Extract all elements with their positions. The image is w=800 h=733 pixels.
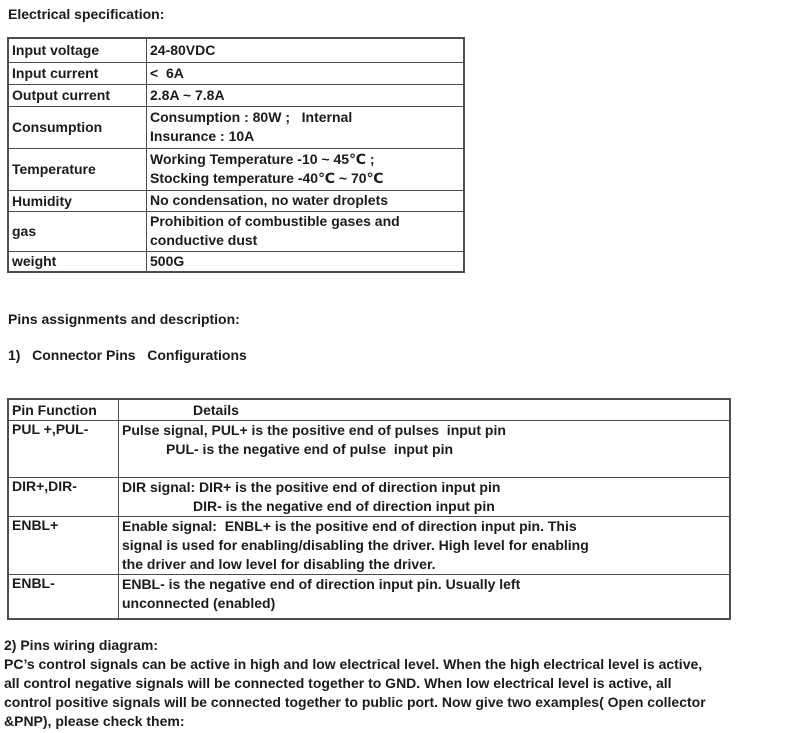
spec-value-line: 2.8A ~ 7.8A bbox=[150, 86, 225, 103]
pin-details-line: unconnected (enabled) bbox=[122, 594, 276, 611]
table-row bbox=[8, 420, 730, 477]
pin-details-line: Pulse signal, PUL+ is the positive end of pulses input pin bbox=[122, 421, 506, 438]
pin-details-cell bbox=[119, 420, 731, 477]
table-header-row bbox=[8, 399, 730, 420]
table-row bbox=[8, 574, 730, 619]
spec-value-line: 24-80VDC bbox=[150, 41, 216, 58]
pin-details-line: signal is used for enabling/disabling the driver. High level for enabling bbox=[122, 536, 589, 553]
wiring-paragraph-line: &PNP), please check them: bbox=[4, 713, 185, 729]
spec-label: weight bbox=[8, 251, 147, 272]
heading-connector-pins-configurations: 1) Connector Pins Configurations bbox=[8, 347, 247, 363]
spec-value-line: 500G bbox=[150, 252, 185, 269]
spec-value bbox=[147, 84, 465, 106]
heading-electrical-specification: Electrical specification: bbox=[8, 6, 165, 22]
heading-pins-wiring-diagram: 2) Pins wiring diagram: bbox=[4, 637, 159, 653]
pins-wiring-section bbox=[4, 636, 798, 731]
pin-details-cell bbox=[119, 516, 731, 574]
table-row bbox=[8, 251, 464, 272]
details-header: Details bbox=[119, 399, 731, 420]
electrical-spec-table bbox=[7, 37, 465, 273]
pin-function-cell: ENBL+ bbox=[8, 516, 119, 574]
table-row bbox=[8, 477, 730, 516]
spec-value-line: Prohibition of combustible gases and bbox=[150, 213, 400, 229]
spec-value-line: < 6A bbox=[150, 64, 184, 81]
pin-details-line: PUL- is the negative end of pulse input pin bbox=[166, 440, 454, 457]
spec-value bbox=[147, 38, 465, 62]
wiring-paragraph-line: all control negative signals will be connected together to GND. When low electrical level is active, all bbox=[4, 675, 672, 691]
table-row bbox=[8, 148, 464, 190]
spec-label: Input current bbox=[8, 62, 147, 84]
spec-label: Humidity bbox=[8, 190, 147, 211]
spec-value-line: Insurance : 10A bbox=[150, 128, 255, 144]
table-row bbox=[8, 516, 730, 574]
pin-function-header: Pin Function bbox=[8, 399, 119, 420]
pin-function-cell: ENBL- bbox=[8, 574, 119, 619]
table-row bbox=[8, 62, 464, 84]
spec-value bbox=[147, 211, 465, 251]
spec-label: Input voltage bbox=[8, 38, 147, 62]
table-row bbox=[8, 211, 464, 251]
spec-label: Temperature bbox=[8, 148, 147, 190]
spec-label: gas bbox=[8, 211, 147, 251]
spec-value-line: Working Temperature -10 ~ 45℃ ; bbox=[150, 151, 375, 167]
wiring-paragraph-line: PC’s control signals can be active in high and low electrical level. When the high electrical level is active, bbox=[4, 656, 703, 672]
spec-label: Consumption bbox=[8, 106, 147, 148]
spec-value-line: conductive dust bbox=[150, 232, 258, 248]
pin-details-line: DIR- is the negative end of direction input pin bbox=[193, 497, 495, 514]
wiring-paragraph-line: control positive signals will be connected together to public port. Now give two examples( Open collector bbox=[4, 694, 706, 710]
table-row bbox=[8, 190, 464, 211]
pin-details-line: the driver and low level for disabling the driver. bbox=[122, 555, 436, 572]
pin-details-line: DIR signal: DIR+ is the positive end of direction input pin bbox=[122, 478, 501, 495]
spec-value bbox=[147, 251, 465, 272]
table-row bbox=[8, 38, 464, 62]
table-row bbox=[8, 84, 464, 106]
spec-value bbox=[147, 62, 465, 84]
pin-function-table bbox=[7, 398, 731, 620]
heading-pins-assignments: Pins assignments and description: bbox=[8, 311, 240, 327]
table-row bbox=[8, 106, 464, 148]
pin-details-line: ENBL- is the negative end of direction input pin. Usually left bbox=[122, 575, 521, 592]
spec-label: Output current bbox=[8, 84, 147, 106]
spec-value-line: Stocking temperature -40℃ ~ 70℃ bbox=[150, 170, 384, 186]
pin-details-cell bbox=[119, 574, 731, 619]
pin-function-cell: PUL +,PUL- bbox=[8, 420, 119, 477]
spec-value bbox=[147, 190, 465, 211]
pin-details-line: Enable signal: ENBL+ is the positive end of direction input pin. This bbox=[122, 517, 577, 534]
spec-value-line: Consumption : 80W ; Internal bbox=[150, 109, 353, 125]
spec-value bbox=[147, 106, 465, 148]
spec-value bbox=[147, 148, 465, 190]
pin-function-cell: DIR+,DIR- bbox=[8, 477, 119, 516]
spec-value-line: No condensation, no water droplets bbox=[150, 192, 389, 208]
pin-details-cell bbox=[119, 477, 731, 516]
